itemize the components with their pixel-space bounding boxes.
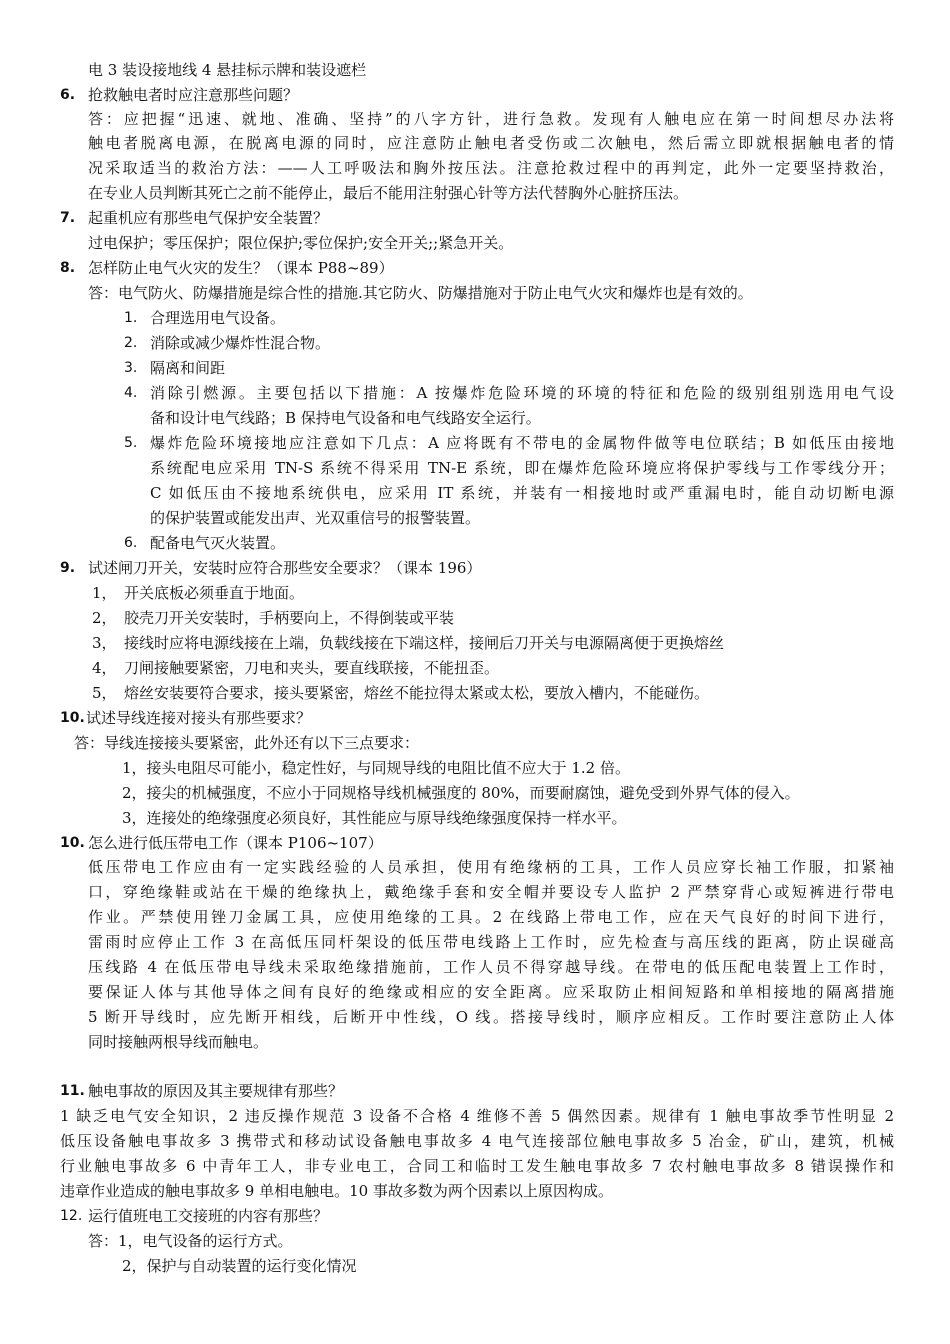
continuation-line: 电 3 装设接地线 4 悬挂标示牌和装设遮栏: [88, 61, 367, 79]
answer-line: 行业触电事故多 6 中青年工人，非专业电工，合同工和临时工发生触电事故多 7 农村触电事故多 8 错误操作和: [60, 1157, 894, 1175]
list-number: 3，: [92, 634, 117, 652]
answer-line: 口，穿绝缘鞋或站在干燥的绝缘执上，戴绝缘手套和安全帽并要设专人监护 2 严禁穿背心或短裤进行带电: [88, 883, 894, 901]
question-title: 起重机应有那些电气保护安全装置？: [88, 209, 329, 227]
answer-line: 答：应把握“迅速、就地、准确、坚持”的八字方针，进行急救。发现有人触电应在第一时间想尽办法将: [88, 110, 894, 128]
list-number: 5.: [124, 435, 138, 451]
list-item: 1，接头电阻尽可能小，稳定性好，与同规导线的电阻比值不应大于 1.2 倍。: [122, 759, 630, 777]
list-number: 4.: [124, 385, 138, 401]
question-title: 怎么进行低压带电工作（课本 P106~107）: [88, 834, 383, 852]
list-item: 配备电气灭火装置。: [150, 534, 286, 552]
list-item: 胶壳刀开关安装时，手柄要向上，不得倒装或平装: [124, 609, 455, 627]
list-number: 5，: [92, 684, 117, 702]
list-item: 熔丝安装要符合要求，接头要紧密，熔丝不能拉得太紧或太松，要放入槽内，不能碰伤。: [124, 684, 710, 702]
list-item-continuation: 的保护装置或能发出声、光双重信号的报警装置。: [150, 509, 481, 527]
answer-line: 答：电气防火、防爆措施是综合性的措施.其它防火、防爆措施对于防止电气火灾和爆炸也是有效的。: [88, 284, 753, 302]
list-item-continuation: 系统配电应采用 TN-S 系统不得采用 TN-E 系统，即在爆炸危险环境应将保护零线与工作零线分开；: [150, 459, 894, 477]
answer-line: 触电者脱离电源，在脱离电源的同时，应注意防止触电者受伤或二次触电，然后需立即就根据触电者的情: [88, 134, 894, 152]
question-number: 6.: [60, 87, 76, 103]
list-item: 合理选用电气设备。: [150, 309, 286, 327]
list-number: 6.: [124, 535, 138, 551]
question-title: 运行值班电工交接班的内容有那些？: [88, 1207, 329, 1225]
question-title: 试述导线连接对接头有那些要求？: [86, 709, 312, 727]
list-number: 3.: [124, 360, 138, 376]
list-item: 爆炸危险环境接地应注意如下几点：A 应将既有不带电的金属物件做等电位联结；B 如低压由接地: [150, 434, 894, 452]
question-number: 12.: [60, 1208, 83, 1224]
question-title: 怎样防止电气火灾的发生？（课本 P88~89）: [88, 259, 394, 277]
answer-line: 答：导线连接接头要紧密，此外还有以下三点要求：: [74, 734, 420, 752]
question-number: 10.: [60, 710, 85, 726]
list-number: 2，: [92, 609, 117, 627]
answer-line: 低压设备触电事故多 3 携带式和移动试设备触电事故多 4 电气连接部位触电事故多 5 冶金，矿山，建筑，机械: [60, 1132, 894, 1150]
answer-line: 雷雨时应停止工作 3 在高低压同杆架设的低压带电线路上工作时，应先检查与高压线的距离，防止误碰高: [88, 933, 894, 951]
list-number: 1，: [92, 584, 117, 602]
question-title: 触电事故的原因及其主要规律有那些？: [88, 1082, 344, 1100]
list-item: 消除或减少爆炸性混合物。: [150, 334, 331, 352]
answer-line: 要保证人体与其他导体之间有良好的绝缘或相应的安全距离。应采取防止相间短路和单相接地的隔离措施: [88, 983, 894, 1001]
list-item: 2，接尖的机械强度，不应小于同规格导线机械强度的 80%，而要耐腐蚀，避免受到外界气体的侵入。: [122, 784, 800, 802]
list-item: 隔离和间距: [150, 359, 226, 377]
question-number: 9.: [60, 560, 76, 576]
question-number: 7.: [60, 210, 76, 226]
answer-line: 过电保护；零压保护；限位保护;零位保护;安全开关;;紧急开关。: [88, 234, 514, 252]
question-title: 抢救触电者时应注意那些问题？: [88, 86, 299, 104]
answer-line: 低压带电工作应由有一定实践经验的人员承担，使用有绝缘柄的工具，工作人员应穿长袖工作服，扣紧袖: [88, 858, 894, 876]
list-item-continuation: 备和设计电气线路；B 保持电气设备和电气线路安全运行。: [150, 409, 541, 427]
question-number: 11.: [60, 1083, 85, 1099]
answer-line: 5 断开导线时，应先断开相线，后断开中性线，O 线。搭接导线时，顺序应相反。工作时要注意防止人体: [88, 1008, 894, 1026]
list-item: 开关底板必须垂直于地面。: [124, 584, 305, 602]
answer-line: 况采取适当的救治方法：——人工呼吸法和胸外按压法。注意抢救过程中的再判定，此外一定要坚持救治，: [88, 159, 894, 177]
list-number: 1.: [124, 310, 138, 326]
list-item: 3，连接处的绝缘强度必须良好，其性能应与原导线绝缘强度保持一样水平。: [122, 809, 627, 827]
list-item-continuation: C 如低压由不接地系统供电，应采用 IT 系统，并装有一相接地时或严重漏电时，能自动切断电源: [150, 484, 894, 502]
answer-line: 作业。严禁使用锉刀金属工具，应使用绝缘的工具。2 在线路上带电工作，应在天气良好的时间下进行，: [88, 908, 894, 926]
answer-line: 压线路 4 在低压带电导线未采取绝缘措施前，工作人员不得穿越导线。在带电的低压配电装置上工作时，: [88, 958, 894, 976]
answer-line: 2，保护与自动装置的运行变化情况: [122, 1257, 357, 1275]
list-number: 4，: [92, 659, 117, 677]
answer-line: 违章作业造成的触电事故多 9 单相电触电。10 事故多数为两个因素以上原因构成。: [60, 1182, 613, 1200]
answer-line: 在专业人员判断其死亡之前不能停止，最后不能用注射强心针等方法代替胸外心脏挤压法。: [88, 184, 689, 202]
list-item: 刀闸接触要紧密，刀电和夹头，要直线联接，不能扭歪。: [124, 659, 500, 677]
answer-line: 1 缺乏电气安全知识，2 违反操作规范 3 设备不合格 4 维修不善 5 偶然因素。规律有 1 触电事故季节性明显 2: [60, 1107, 894, 1125]
answer-line: 同时接触两根导线而触电。: [88, 1033, 269, 1051]
question-title: 试述闸刀开关，安装时应符合那些安全要求？（课本 196）: [88, 559, 482, 577]
question-number: 10.: [60, 835, 85, 851]
answer-line: 答：1，电气设备的运行方式。: [88, 1232, 293, 1250]
list-item: 接线时应将电源线接在上端，负载线接在下端这样，接闸后刀开关与电源隔离便于更换熔丝: [124, 634, 725, 652]
question-number: 8.: [60, 260, 76, 276]
list-number: 2.: [124, 335, 138, 351]
list-item: 消除引燃源。主要包括以下措施：A 按爆炸危险环境的环境的特征和危险的级别组别选用电气设: [150, 384, 894, 402]
